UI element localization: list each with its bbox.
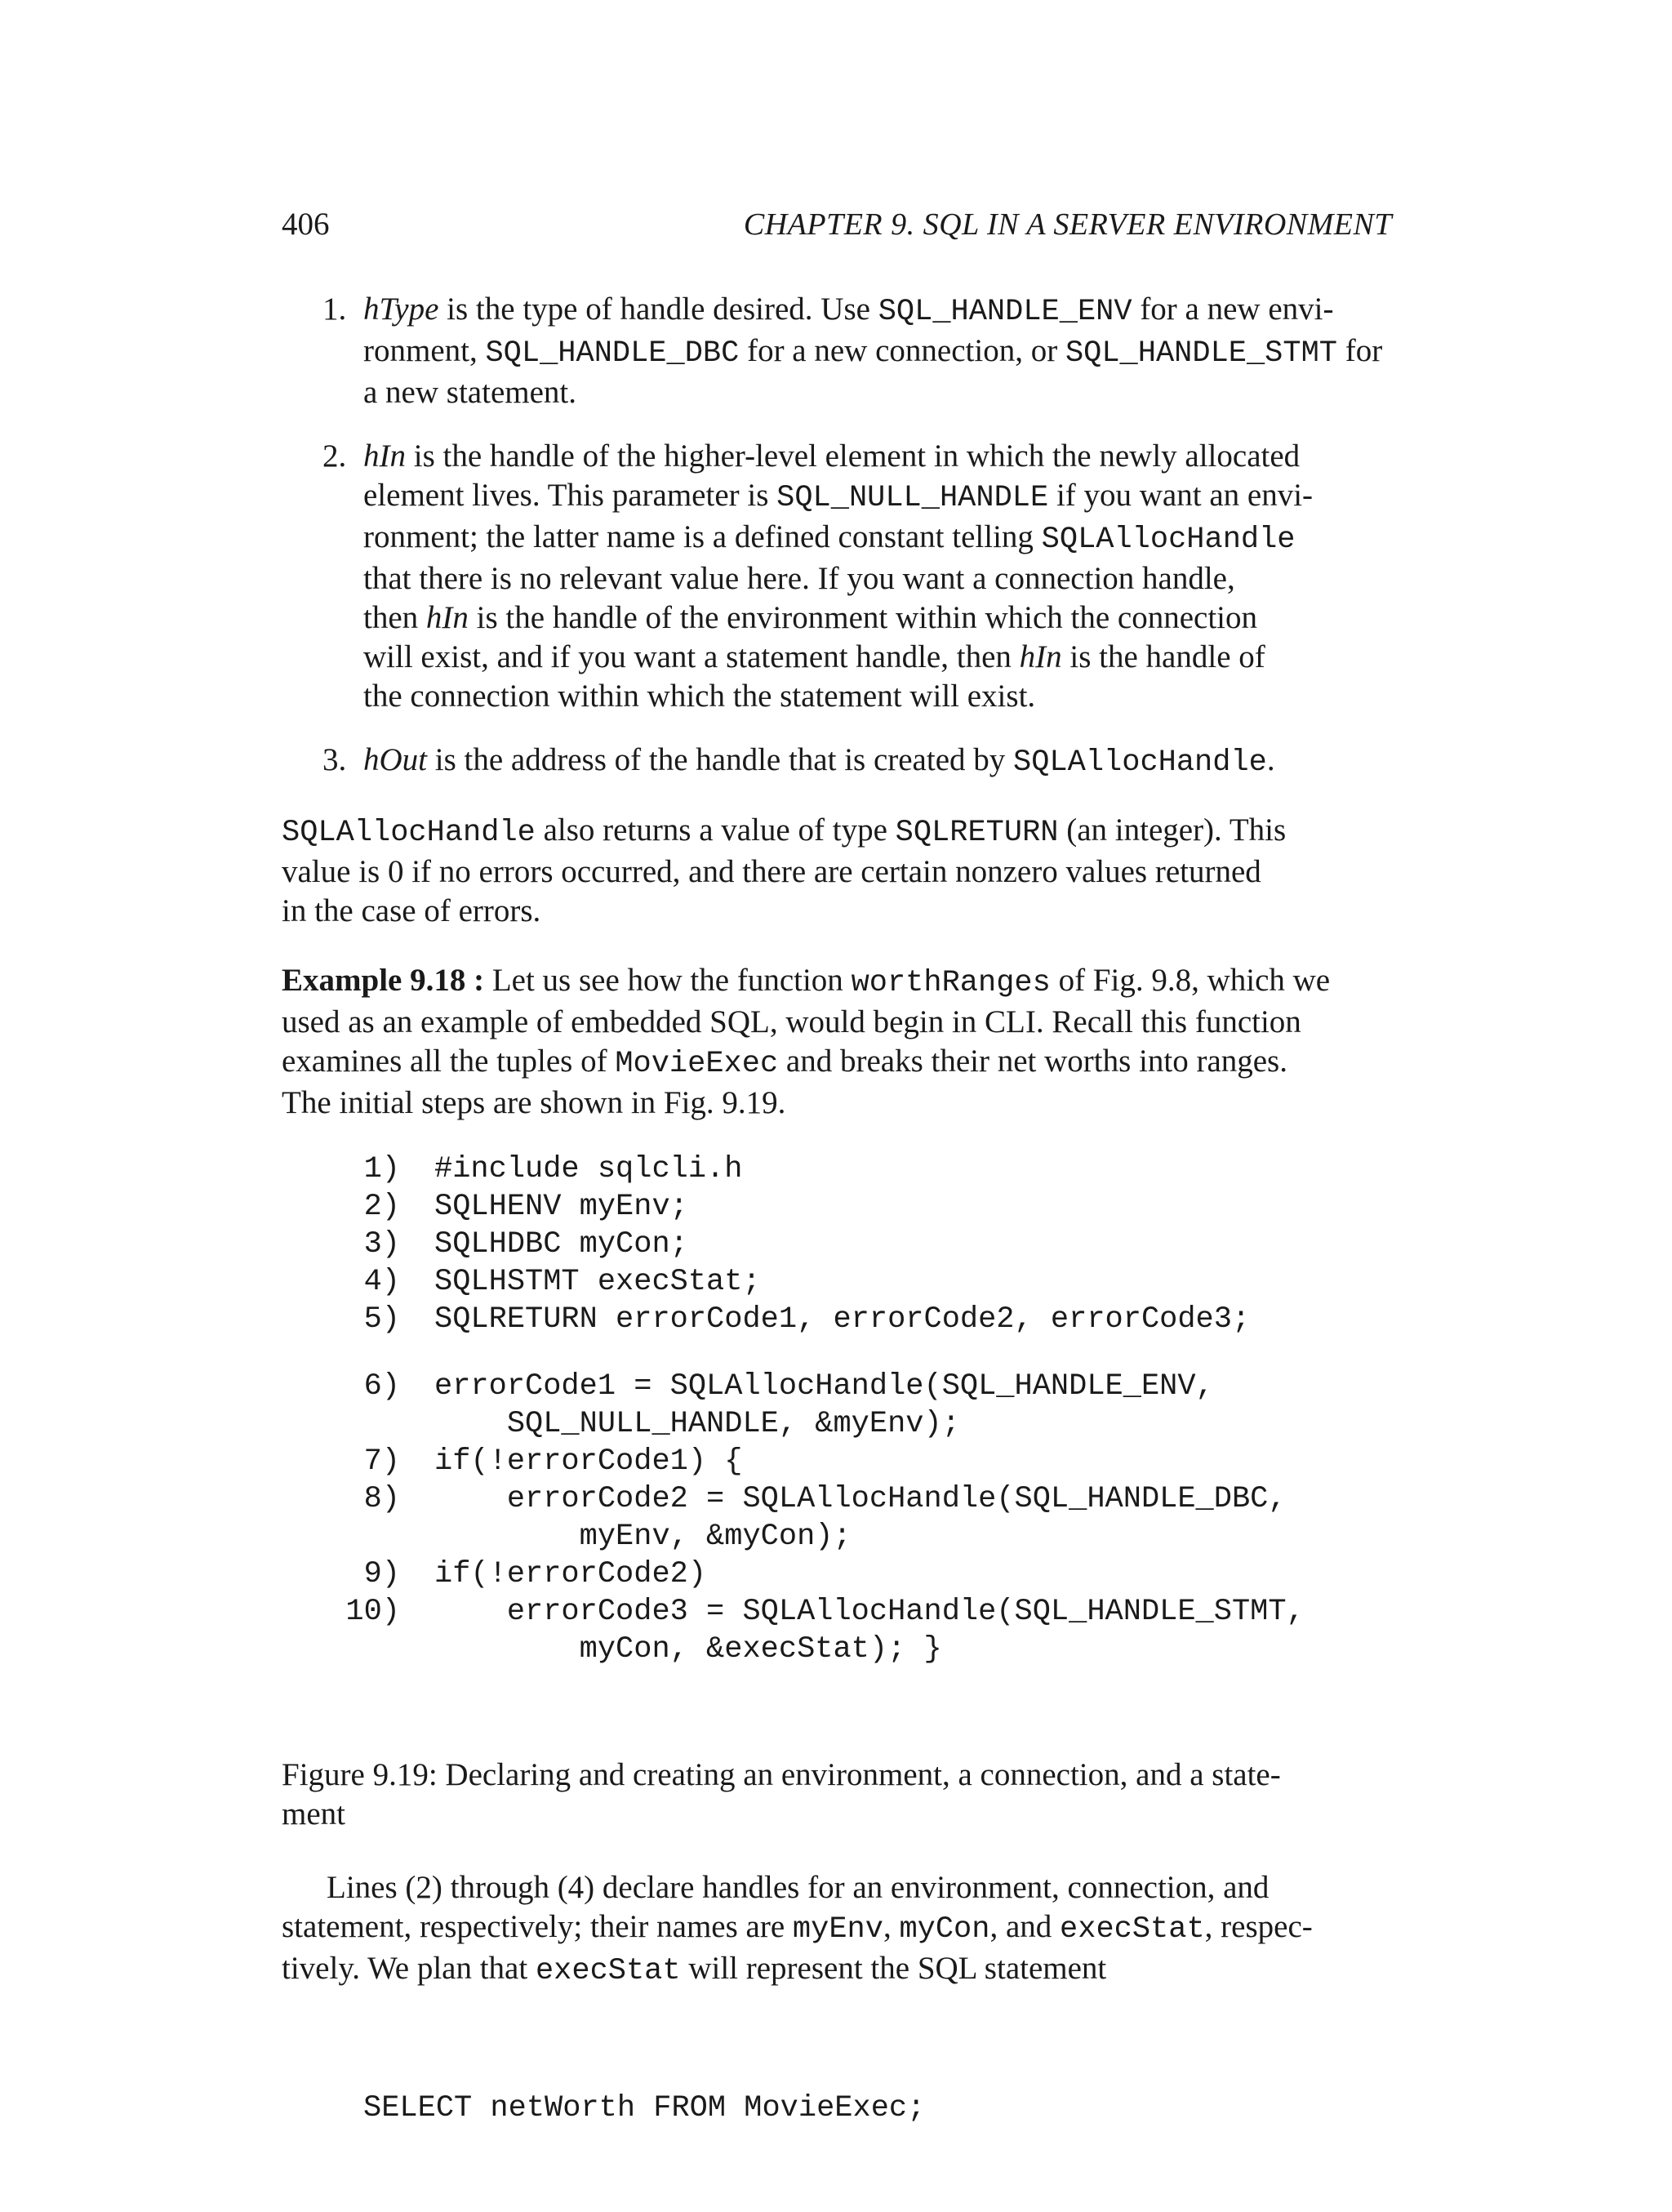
line-number: 9) bbox=[363, 1557, 400, 1591]
param-name: hIn bbox=[1019, 639, 1062, 674]
text: that there is no relevant value here. If you want a connection handle, bbox=[363, 561, 1235, 596]
line-number: 4) bbox=[363, 1265, 400, 1299]
line-number: 1) bbox=[363, 1152, 400, 1186]
text: (an integer). This bbox=[1058, 812, 1287, 848]
constant: SQL_HANDLE_DBC bbox=[485, 336, 740, 371]
text: is the type of handle desired. Use bbox=[438, 292, 878, 327]
code-text: myEnv, &myCon); bbox=[434, 1520, 852, 1554]
text: for bbox=[1337, 333, 1383, 368]
text: and breaks their net worths into ranges. bbox=[778, 1044, 1287, 1079]
param-name: hIn bbox=[363, 438, 406, 474]
text: is the handle of bbox=[1061, 639, 1265, 674]
text: examines all the tuples of bbox=[282, 1044, 616, 1079]
code-text: errorCode2 = SQLAllocHandle(SQL_HANDLE_DBC, bbox=[434, 1482, 1287, 1516]
function-name: SQLAllocHandle bbox=[282, 816, 536, 850]
text: , bbox=[883, 1909, 900, 1944]
text: is the handle of the higher-level element in which the newly allocated bbox=[406, 438, 1301, 474]
text: a new statement. bbox=[363, 375, 576, 410]
text: , respec- bbox=[1204, 1909, 1313, 1944]
list-number: 3. bbox=[322, 742, 347, 777]
code-text: errorCode1 = SQLAllocHandle(SQL_HANDLE_ENV, bbox=[434, 1369, 1214, 1404]
caption-text: ment bbox=[282, 1796, 345, 1831]
text: ronment, bbox=[363, 333, 486, 368]
line-number: 2) bbox=[363, 1190, 400, 1224]
text: also returns a value of type bbox=[535, 812, 896, 848]
code-text: #include sqlcli.h bbox=[434, 1152, 743, 1186]
list-number: 1. bbox=[322, 292, 347, 327]
param-name: hType bbox=[363, 292, 439, 327]
line-number: 8) bbox=[363, 1482, 400, 1516]
sql-statement: SELECT netWorth FROM MovieExec; bbox=[363, 2091, 926, 2125]
text: Lines (2) through (4) declare handles for an environment, connection, and bbox=[327, 1870, 1270, 1905]
caption-text: Figure 9.19: Declaring and creating an environment, a connection, and a state- bbox=[282, 1757, 1281, 1792]
list-number: 2. bbox=[322, 438, 347, 474]
code-text: if(!errorCode1) { bbox=[434, 1444, 743, 1479]
text: is the address of the handle that is created by bbox=[427, 742, 1014, 777]
param-name: hOut bbox=[363, 742, 427, 777]
variable-name: myCon bbox=[899, 1912, 990, 1947]
constant: SQL_HANDLE_ENV bbox=[878, 295, 1132, 329]
code-text: SQLHENV myEnv; bbox=[434, 1190, 688, 1224]
text: . bbox=[1266, 742, 1275, 777]
code-text: SQLHDBC myCon; bbox=[434, 1227, 688, 1262]
code-text: SQL_NULL_HANDLE, &myEnv); bbox=[434, 1407, 960, 1441]
chapter-title: CHAPTER 9. SQL IN A SERVER ENVIRONMENT bbox=[743, 207, 1392, 242]
param-name: hIn bbox=[425, 600, 469, 635]
lines-paragraph bbox=[282, 1868, 1392, 1991]
text: value is 0 if no errors occurred, and there are certain nonzero values returned bbox=[282, 854, 1261, 889]
type-name: SQLRETURN bbox=[895, 816, 1059, 850]
text: ronment; the latter name is a defined constant telling bbox=[363, 519, 1042, 554]
text: The initial steps are shown in Fig. 9.19. bbox=[282, 1085, 786, 1120]
line-number: 10) bbox=[345, 1595, 400, 1629]
text: for a new connection, or bbox=[739, 333, 1065, 368]
text: tively. We plan that bbox=[282, 1951, 536, 1986]
variable-name: execStat bbox=[1060, 1912, 1205, 1947]
text: Let us see how the function bbox=[484, 963, 852, 998]
return-value-paragraph bbox=[282, 811, 1392, 931]
text: of Fig. 9.8, which we bbox=[1050, 963, 1331, 998]
text: used as an example of embedded SQL, would begin in CLI. Recall this function bbox=[282, 1004, 1301, 1039]
code-text: if(!errorCode2) bbox=[434, 1557, 707, 1591]
variable-name: execStat bbox=[535, 1954, 681, 1988]
constant: SQL_HANDLE_STMT bbox=[1065, 336, 1337, 371]
example-paragraph bbox=[282, 961, 1392, 1123]
constant: SQL_NULL_HANDLE bbox=[776, 481, 1049, 515]
page-number: 406 bbox=[282, 207, 330, 242]
code-text: myCon, &execStat); } bbox=[434, 1632, 942, 1667]
text: if you want an envi- bbox=[1048, 478, 1314, 513]
text: for a new envi- bbox=[1132, 292, 1334, 327]
line-number: 7) bbox=[363, 1444, 400, 1479]
text: statement, respectively; their names are bbox=[282, 1909, 793, 1944]
text: the connection within which the statement will exist. bbox=[363, 679, 1036, 714]
text: will represent the SQL statement bbox=[680, 1951, 1107, 1986]
text: , and bbox=[989, 1909, 1061, 1944]
running-head bbox=[282, 204, 1392, 245]
text: is the handle of the environment within which the connection bbox=[468, 600, 1257, 635]
line-number: 5) bbox=[363, 1302, 400, 1337]
text: then bbox=[363, 600, 426, 635]
function-name: SQLAllocHandle bbox=[1041, 523, 1296, 557]
code-text: SQLRETURN errorCode1, errorCode2, errorCode3; bbox=[434, 1302, 1251, 1337]
variable-name: myEnv bbox=[792, 1912, 883, 1947]
figure-caption bbox=[282, 1756, 1392, 1834]
table-name: MovieExec bbox=[615, 1047, 779, 1081]
function-name: worthRanges bbox=[851, 966, 1051, 1000]
function-name: SQLAllocHandle bbox=[1013, 745, 1267, 780]
line-number: 6) bbox=[363, 1369, 400, 1404]
text: will exist, and if you want a statement handle, then bbox=[363, 639, 1020, 674]
code-text: SQLHSTMT execStat; bbox=[434, 1265, 761, 1299]
text: in the case of errors. bbox=[282, 893, 541, 928]
text: element lives. This parameter is bbox=[363, 478, 777, 513]
line-number: 3) bbox=[363, 1227, 400, 1262]
code-text: errorCode3 = SQLAllocHandle(SQL_HANDLE_STMT, bbox=[434, 1595, 1305, 1629]
example-label: Example 9.18 : bbox=[282, 963, 485, 998]
